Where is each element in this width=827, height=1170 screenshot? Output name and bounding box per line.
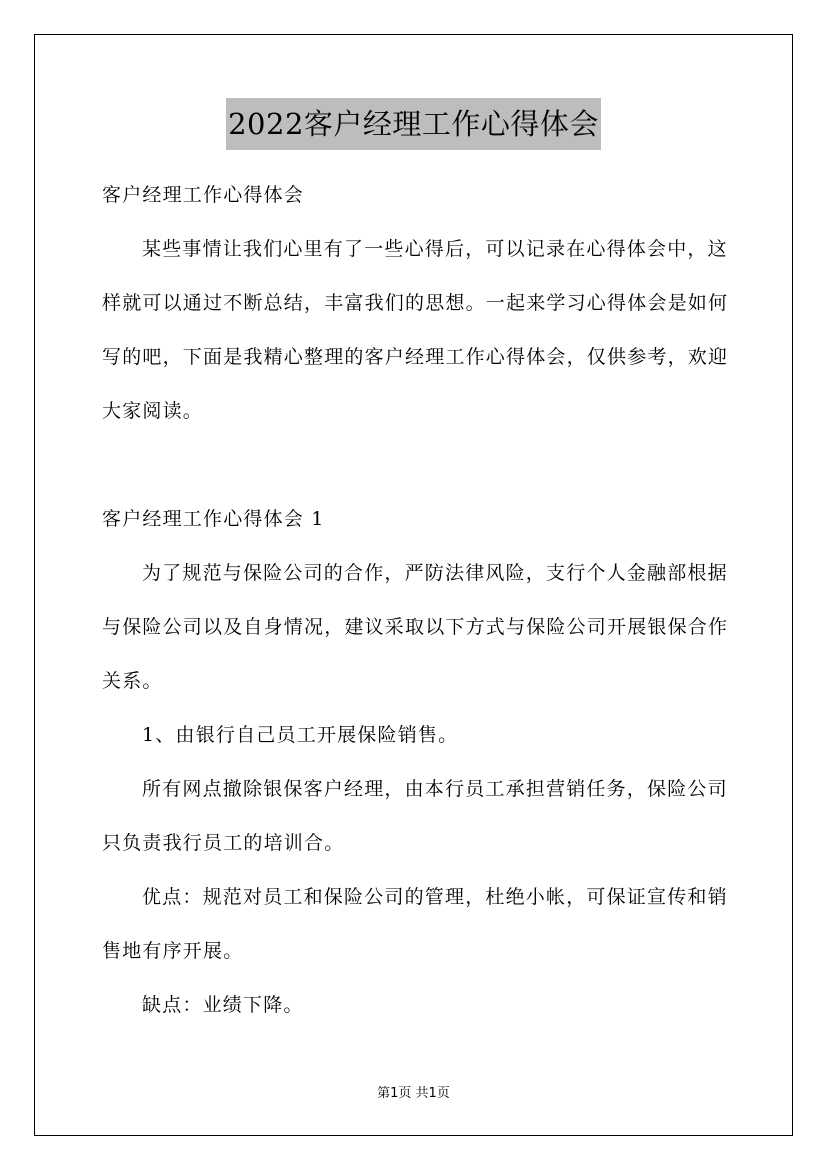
- title-wrapper: [0, 98, 827, 150]
- paragraph: 缺点：业绩下降。: [142, 994, 304, 1016]
- paragraph: 为了规范与保险公司的合作，严防法律风险，支行个人金融部根据与保险公司以及自身情况，建议采取以下方式与保险公司开展银保合作关系。: [102, 562, 729, 692]
- page-footer: 第1页 共1页: [377, 1086, 450, 1101]
- subtitle: 客户经理工作心得体会: [102, 184, 305, 206]
- paragraph: 优点：规范对员工和保险公司的管理，杜绝小帐，可保证宣传和销售地有序开展。: [102, 886, 728, 962]
- paragraph: 所有网点撤除银保客户经理，由本行员工承担营销任务，保险公司只负责我行员工的培训合。: [102, 778, 728, 854]
- intro-paragraph: 某些事情让我们心里有了一些心得后，可以记录在心得体会中，这样就可以通过不断总结，丰富我们的思想。一起来学习心得体会是如何写的吧，下面是我精心整理的客户经理工作心得体会，仅供参考，欢迎大家阅读。: [102, 238, 729, 422]
- section-heading: 客户经理工作心得体会 1: [102, 508, 325, 530]
- paragraph: 1、由银行自己员工开展保险销售。: [142, 724, 459, 746]
- document-body: [102, 168, 732, 1032]
- document-title: 2022客户经理工作心得体会: [226, 98, 601, 150]
